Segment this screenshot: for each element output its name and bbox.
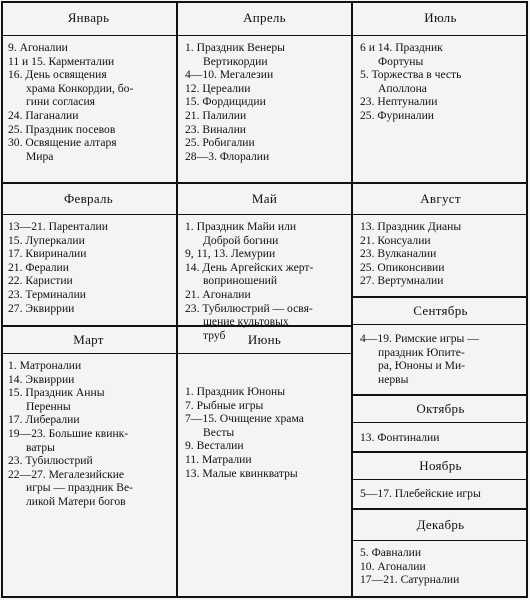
column-2 bbox=[176, 1, 351, 598]
festival-entry: 28—3. Флоралии bbox=[185, 149, 270, 163]
month-header-may: Май bbox=[178, 184, 351, 215]
festival-entry: 1. Праздник Юноны bbox=[185, 385, 286, 398]
month-header-september: Сентябрь bbox=[353, 298, 528, 325]
festival-entry: 1. Матроналии bbox=[8, 359, 82, 372]
festival-list-december bbox=[360, 546, 522, 587]
month-header-april: Апрель bbox=[178, 1, 351, 36]
festival-entry: 23. Терминалии bbox=[8, 287, 86, 301]
festival-entry: 23. Тубилюстрий — освя- bbox=[185, 301, 313, 315]
festival-entry-continuation: Фортуны bbox=[378, 54, 424, 68]
festival-entry-continuation: Перенны bbox=[26, 399, 71, 413]
festival-list-october bbox=[360, 431, 522, 445]
festival-entry: 5—17. Плебейские игры bbox=[360, 487, 481, 500]
festival-entry: 15. Луперкалии bbox=[8, 233, 85, 247]
festival-entry-continuation: щение культовых bbox=[203, 315, 289, 329]
festival-entry-continuation: ра, Юноны и Ми- bbox=[378, 359, 466, 373]
festival-entry: 5. Фавналии bbox=[360, 546, 422, 559]
festival-entry-continuation: праздник Юпите- bbox=[378, 345, 465, 359]
festival-entry: 25. Фуриналии bbox=[360, 108, 434, 122]
festival-entry: 13. Малые квинкватры bbox=[185, 466, 298, 480]
festival-entry-continuation: труб bbox=[203, 328, 226, 342]
festival-entry: 17—21. Сатурналии bbox=[360, 573, 460, 587]
festival-entry: 23. Тубилюстрий bbox=[8, 454, 93, 468]
festival-entry: 17. Квириналии bbox=[8, 247, 87, 261]
month-header-january: Январь bbox=[1, 1, 176, 36]
festival-entry-continuation: воприношений bbox=[203, 274, 278, 288]
festival-list-may bbox=[185, 220, 345, 342]
festival-entry: 12. Цереалии bbox=[185, 81, 251, 95]
festival-entry: 23. Вулканалии bbox=[360, 247, 437, 261]
festival-entry: 15. Праздник Анны bbox=[8, 386, 105, 400]
month-header-june: Июнь bbox=[178, 327, 351, 354]
festival-entry-continuation: ликой Матери богов bbox=[26, 494, 126, 508]
festival-entry-continuation: Вертикордии bbox=[203, 54, 268, 68]
festival-entry: 13. Фонтиналии bbox=[360, 431, 440, 444]
festival-entry: 27. Вертумналии bbox=[360, 274, 444, 288]
month-header-october: Октябрь bbox=[353, 396, 528, 423]
festival-entry: 19—23. Большие квинк- bbox=[8, 426, 129, 440]
festival-entry: 25. Опиконсивии bbox=[360, 260, 445, 274]
festival-list-july bbox=[360, 41, 522, 123]
festival-entry: 4—19. Римские игры — bbox=[360, 332, 479, 345]
festival-list-march bbox=[8, 359, 170, 509]
festival-entry: 17. Либералии bbox=[8, 413, 80, 427]
festival-list-february bbox=[8, 220, 170, 315]
festival-entry-continuation: игры — праздник Ве- bbox=[26, 481, 134, 495]
festival-entry: 21. Консуалии bbox=[360, 233, 431, 247]
festival-entry: 11. Матралии bbox=[185, 452, 252, 466]
festival-entry: 7—15. Очищение храма bbox=[185, 412, 304, 426]
festival-entry-continuation: нервы bbox=[378, 372, 409, 386]
festival-list-august bbox=[360, 220, 522, 288]
festival-entry: 9, 11, 13. Лемурии bbox=[185, 247, 276, 261]
festival-entry: 1. Праздник Венеры bbox=[185, 41, 285, 54]
festival-entry: 13. Праздник Дианы bbox=[360, 220, 462, 233]
festival-list-november bbox=[360, 487, 522, 501]
festival-entry: 21. Фералии bbox=[8, 260, 69, 274]
festival-entry: 15. Фордицидии bbox=[185, 95, 266, 109]
festival-entry-continuation: Мира bbox=[26, 149, 54, 163]
festival-entry: 14. День Аргейских жерт- bbox=[185, 260, 314, 274]
festival-entry: 9. Весталии bbox=[185, 439, 244, 453]
festival-entry: 23. Виналии bbox=[185, 122, 246, 136]
festival-entry: 5. Торжества в честь bbox=[360, 68, 462, 82]
festival-entry-continuation: храма Конкордии, бо- bbox=[26, 81, 134, 95]
month-header-march: Март bbox=[1, 327, 176, 354]
festival-entry: 21. Палилии bbox=[185, 108, 247, 122]
festival-list-january bbox=[8, 41, 170, 163]
festival-entry: 14. Эквиррии bbox=[8, 372, 75, 386]
festival-entry-continuation: Весты bbox=[203, 425, 235, 439]
month-header-november: Ноябрь bbox=[353, 453, 528, 480]
festival-entry: 1. Праздник Майи или bbox=[185, 220, 297, 233]
festival-entry: 21. Агоналии bbox=[185, 287, 251, 301]
festival-entry: 23. Нептуналии bbox=[360, 95, 438, 109]
festival-list-june bbox=[185, 385, 345, 480]
festival-entry: 10. Агоналии bbox=[360, 559, 426, 573]
festival-list-april bbox=[185, 41, 345, 163]
month-header-july: Июль bbox=[353, 1, 528, 36]
month-header-february: Февраль bbox=[1, 184, 176, 215]
month-header-august: Август bbox=[353, 184, 528, 215]
festival-entry: 22. Каристии bbox=[8, 274, 73, 288]
month-header-december: Декабрь bbox=[353, 510, 528, 541]
festival-entry: 7. Рыбные игры bbox=[185, 398, 264, 412]
festival-entry-continuation: Доброй богини bbox=[203, 233, 279, 247]
festival-entry-continuation: гини согласия bbox=[26, 95, 95, 109]
festival-entry: 22—27. Мегалезийские bbox=[8, 467, 125, 481]
festival-entry: 25. Робигалии bbox=[185, 136, 255, 150]
festival-entry: 9. Агоналии bbox=[8, 41, 68, 54]
festival-entry: 4—10. Мегалезии bbox=[185, 68, 274, 82]
festival-entry: 6 и 14. Праздник bbox=[360, 41, 443, 54]
festival-entry: 11 и 15. Карменталии bbox=[8, 54, 115, 68]
festival-entry: 13—21. Паренталии bbox=[8, 220, 108, 233]
festival-entry-continuation: Аполлона bbox=[378, 81, 427, 95]
festival-entry: 24. Паганалии bbox=[8, 108, 79, 122]
festival-entry: 25. Праздник посевов bbox=[8, 122, 116, 136]
festival-entry: 16. День освящения bbox=[8, 68, 107, 82]
festival-entry-continuation: ватры bbox=[26, 440, 55, 454]
festival-list-september bbox=[360, 332, 522, 386]
festival-entry: 30. Освящение алтаря bbox=[8, 136, 117, 150]
festival-entry: 27. Эквиррии bbox=[8, 301, 75, 315]
column-1 bbox=[1, 1, 176, 598]
column-3 bbox=[351, 1, 528, 598]
